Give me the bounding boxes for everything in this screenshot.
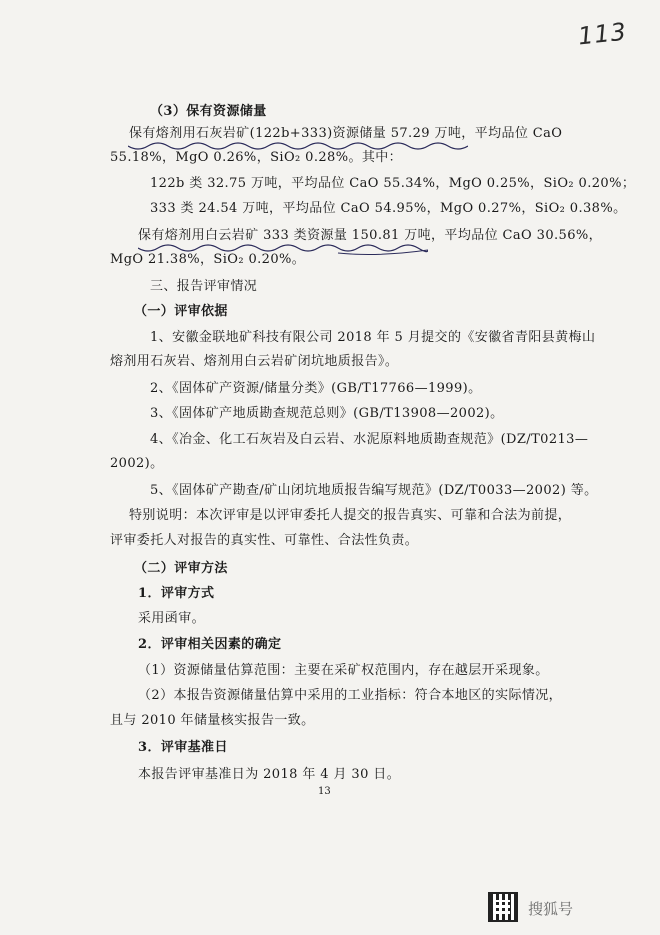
text-line: 三、报告评审情况: [150, 279, 258, 294]
text-line: 保有熔剂用石灰岩矿(122b+333)资源储量 57.29 万吨，平均品位 CaO: [129, 126, 563, 141]
text-line: 熔剂用石灰岩、熔剂用白云岩矿闭坑地质报告》。: [110, 354, 399, 369]
text-line: 333 类 24.54 万吨，平均品位 CaO 54.95%，MgO 0.27%，SiO₂ 0.38%。: [150, 201, 627, 216]
text-line: 122b 类 32.75 万吨，平均品位 CaO 55.34%，MgO 0.25%，SiO₂ 0.20%；: [150, 176, 636, 191]
text-line: 特别说明：本次评审是以评审委托人提交的报告真实、可靠和合法为前提，: [129, 508, 572, 523]
text-line: 1．评审方式: [138, 586, 215, 601]
text-line: 3．评审基准日: [138, 740, 228, 755]
wavy-underline-1: [128, 142, 468, 154]
wavy-underline-2: [138, 244, 428, 258]
text-line: 5、《固体矿产勘查/矿山闭坑地质报告编写规范》(DZ/T0033—2002) 等。: [150, 483, 598, 498]
text-line: 1、安徽金联地矿科技有限公司 2018 年 5 月提交的《安徽省青阳县黄梅山: [150, 330, 596, 345]
text-line: 采用函审。: [138, 611, 206, 626]
text-line: 3、《固体矿产地质勘查规范总则》(GB/T13908—2002)。: [150, 406, 504, 421]
text-line: （2）本报告资源储量估算中采用的工业指标：符合本地区的实际情况，: [138, 688, 563, 703]
text-line: 保有熔剂用白云岩矿 333 类资源量 150.81 万吨，平均品位 CaO 30.56%，: [138, 228, 603, 243]
text-line: （1）资源储量估算范围：主要在采矿权范围内，存在越层开采现象。: [138, 663, 549, 678]
text-line: MgO 21.38%，SiO₂ 0.20%。: [110, 252, 306, 267]
qr-code-icon: [488, 892, 518, 922]
text-line: 55.18%，MgO 0.26%，SiO₂ 0.28%。其中：: [110, 150, 403, 165]
text-line: 2．评审相关因素的确定: [138, 637, 282, 652]
text-line: 且与 2010 年储量核实报告一致。: [110, 713, 315, 728]
watermark: 搜狐号: [528, 900, 574, 918]
text-line: 2、《固体矿产资源/储量分类》(GB/T17766—1999)。: [150, 381, 482, 396]
text-line: 4、《冶金、化工石灰岩及白云岩、水泥原料地质勘查规范》(DZ/T0213—: [150, 432, 589, 447]
page-number: 13: [318, 786, 331, 797]
handwritten-page-number: 113: [576, 17, 629, 51]
text-line: 2002)。: [110, 456, 164, 471]
text-line: （一）评审依据: [134, 304, 228, 319]
text-line: （二）评审方法: [134, 561, 228, 576]
text-line: （3）保有资源储量: [150, 104, 267, 119]
text-line: 评审委托人对报告的真实性、可靠性、合法性负责。: [110, 533, 419, 548]
text-line: 本报告评审基准日为 2018 年 4 月 30 日。: [138, 767, 401, 782]
